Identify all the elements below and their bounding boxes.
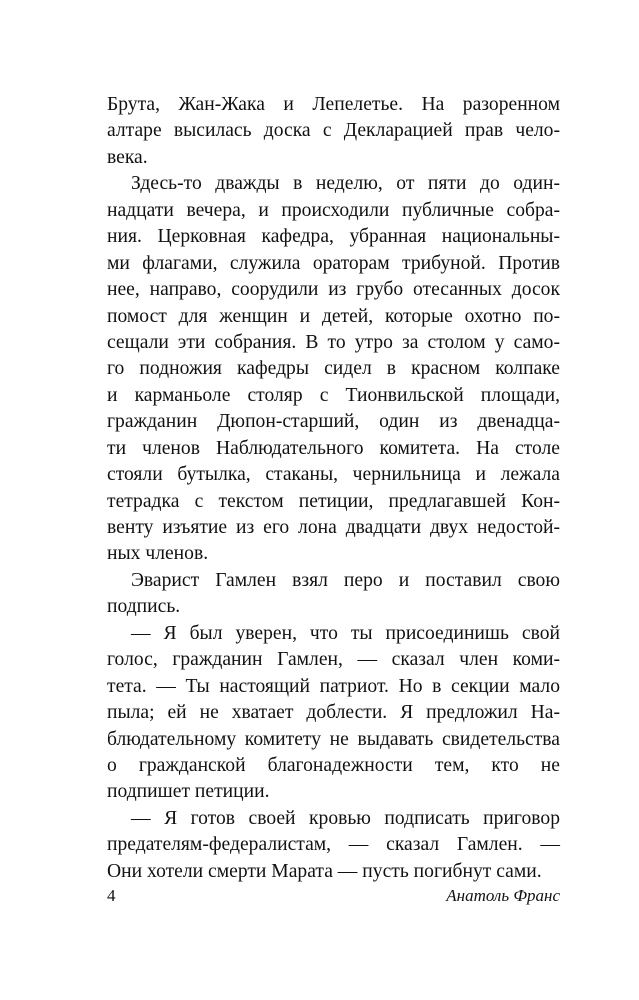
text-line: Они хотели смерти Марата — пусть погибнут сами.	[107, 860, 542, 882]
paragraph	[107, 621, 560, 806]
text-line: тетрадка с текстом петиции, предлагавшей Кон-	[107, 490, 560, 512]
text-line: ния. Церковная кафедра, убранная национальны-	[107, 226, 560, 248]
text-line: — Я готов своей кровью подписать приговор	[131, 807, 560, 829]
text-line: ных членов.	[107, 543, 209, 565]
text-line: ми флагами, служила ораторам трибуной. Против	[107, 252, 560, 274]
page-footer	[107, 884, 560, 908]
paragraph	[107, 568, 560, 621]
text-line: подпись.	[107, 596, 181, 618]
text-line: блюдательному комитету не выдавать свидетельства	[107, 728, 560, 750]
paragraph	[107, 92, 560, 171]
text-line: Брута, Жан-Жака и Лепелетье. На разоренном	[107, 94, 560, 115]
running-title: Анатоль Франс	[446, 886, 560, 905]
text-line: надцати вечера, и происходили публичные собра-	[107, 199, 560, 221]
text-line: нее, направо, соорудили из грубо отесанных досок	[107, 279, 560, 301]
text-line: венту изъятие из его лона двадцати двух недостой-	[107, 517, 560, 538]
text-line: ти членов Наблюдательного комитета. На столе	[107, 437, 560, 459]
text-line: голос, гражданин Гамлен, — сказал член коми-	[107, 649, 560, 671]
text-line: — Я был уверен, что ты присоединишь свой	[131, 622, 560, 644]
text-line: помост для женщин и детей, которые охотно по-	[107, 305, 560, 327]
paragraph	[107, 171, 560, 568]
text-line: и карманьоле столяр с Тионвильской площади,	[107, 384, 560, 406]
text-line: о гражданской благонадежности тем, кто не	[107, 754, 560, 776]
text-line: века.	[107, 146, 148, 168]
text-line: алтаре высилась доска с Декларацией прав чело-	[107, 120, 560, 142]
text-line: стояли бутылка, стаканы, чернильница и лежала	[107, 464, 560, 486]
text-line: подпишет петиции.	[107, 781, 270, 803]
paragraph	[107, 806, 560, 885]
text-line: пыла; ей не хватает доблести. Я предложил На-	[107, 702, 560, 724]
text-line: тета. — Ты настоящий патриот. Но в секции мало	[107, 675, 560, 697]
text-line: Эварист Гамлен взял перо и поставил свою	[131, 569, 560, 591]
page-number: 4	[107, 886, 116, 905]
page-body-text	[107, 92, 560, 885]
text-line: предателям-федералистам, — сказал Гамлен. —	[107, 834, 560, 856]
text-line: го подножия кафедры сидел в красном колпаке	[107, 358, 560, 380]
text-line: гражданин Дюпон-старший, один из двенадца-	[107, 411, 560, 433]
text-line: Здесь-то дважды в неделю, от пяти до один-	[131, 173, 560, 195]
text-line: сещали эти собрания. В то утро за столом у само-	[107, 331, 560, 353]
